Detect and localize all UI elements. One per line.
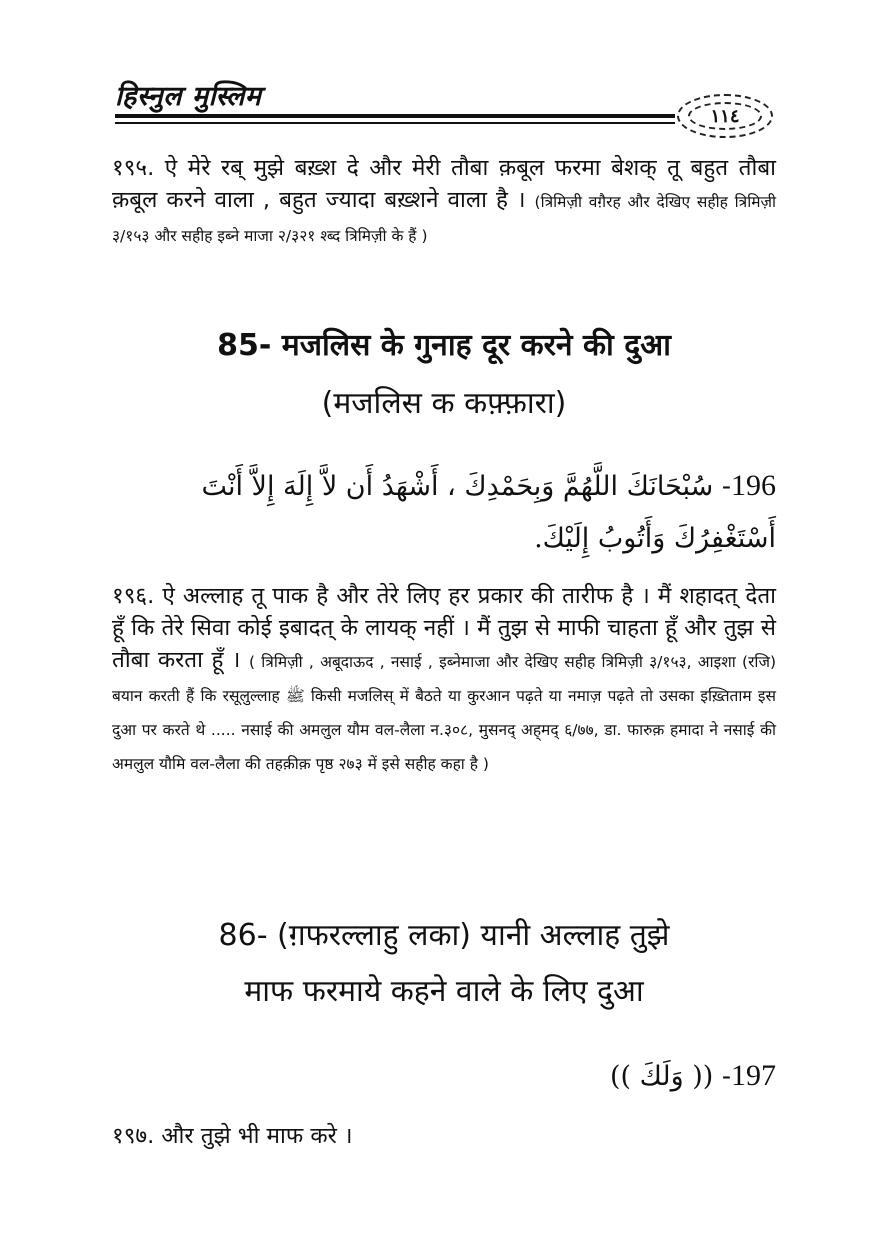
heading-85-line2: (मजलिस क कफ़्फ़ारा) <box>321 386 567 421</box>
paragraph-196-reference: ( त्रिमिज़ी , अबूदाऊद , नसाई , इब्नेमाजा और देखिए सहीह त्रिमिज़ी ३/१५३, आइशा (रजि) बयान करती हैं कि रसूलुल्लाह ﷺ किसी मजलिस् में बैठते या कुरआन पढ़ते या नमाज़ पढ़ते तो उसका इख़्तिताम इस दुआ पर करते थे ..... नसाई की अमलुल यौम वल-लैला न.३०८, मुसनद् अह्‌मद् ६/७७, डा. फारुक़ हमादा ने नसाई की अमलुल यौमि वल-लैला की तहक़ीक़ पृष्ठ २७३ में इसे सहीह कहा है ) <box>112 653 777 773</box>
paragraph-195-reference: (त्रिमिज़ी वग़ैरह और देखिए सहीह त्रिमिज़ी ३/१५३ और सहीह इब्ने माजा २/३२१ श्ब्द त्रिमिज़ी के हैं ) <box>112 193 777 245</box>
heading-85-line1: 85- मजलिस के गुनाह दूर करने की दुआ <box>217 328 671 363</box>
header-rule-thick <box>115 114 675 118</box>
arabic-dua-197 <box>112 1050 776 1103</box>
dua-197-text: - (( وَلَكَ )) <box>609 1061 731 1092</box>
header-rule-thin <box>115 122 675 124</box>
book-title: हिस्नुल मुस्लिम <box>115 81 262 112</box>
paragraph-195 <box>112 152 776 252</box>
paragraph-196 <box>112 580 776 780</box>
paragraph-197: १९७. और तुझे भी माफ करे । <box>112 1123 353 1149</box>
dua-196-text: - سُبْحَانَكَ اللَّهُمَّ وَبِحَمْدِكَ ، أَشْهَدُ أَن لاَّ إِلَهَ إِلاَّ أَنْتَ أَسْتَغْفِرُكَ وَأَتُوبُ إِلَيْكَ. <box>201 471 776 554</box>
page-number: ١١٤ <box>688 102 762 130</box>
heading-86-line1: 86- (ग़फरल्लाहु लका) यानी अल्लाह तुझे <box>218 918 670 953</box>
dua-197-number: 197 <box>731 1059 776 1092</box>
arabic-dua-196 <box>112 460 776 565</box>
dua-196-number: 196 <box>731 469 776 502</box>
paragraph-196-text: १९६. ऐ अल्लाह तू पाक है और तेरे लिए हर प्रकार की तारीफ है । मैं शहादत् देता हूँ कि तेरे सिवा कोई इबादत् के लायक् नहीं । मैं तुझ से माफी चाहता हूँ और तुझ से तौबा करता हूँ । <box>112 583 776 673</box>
page-number-badge <box>677 94 773 138</box>
page-header <box>115 70 775 140</box>
paragraph-195-text: १९५. ऐ मेरे रब् मुझे बख़्श दे और मेरी तौबा क़बूल फरमा बेशक् तू बहुत तौबा क़बूल करने वाला , बहुत ज्यादा बख़्शने वाला है । <box>112 155 776 213</box>
heading-86-line2: माफ फरमाये कहने वाले के लिए दुआ <box>244 974 644 1009</box>
